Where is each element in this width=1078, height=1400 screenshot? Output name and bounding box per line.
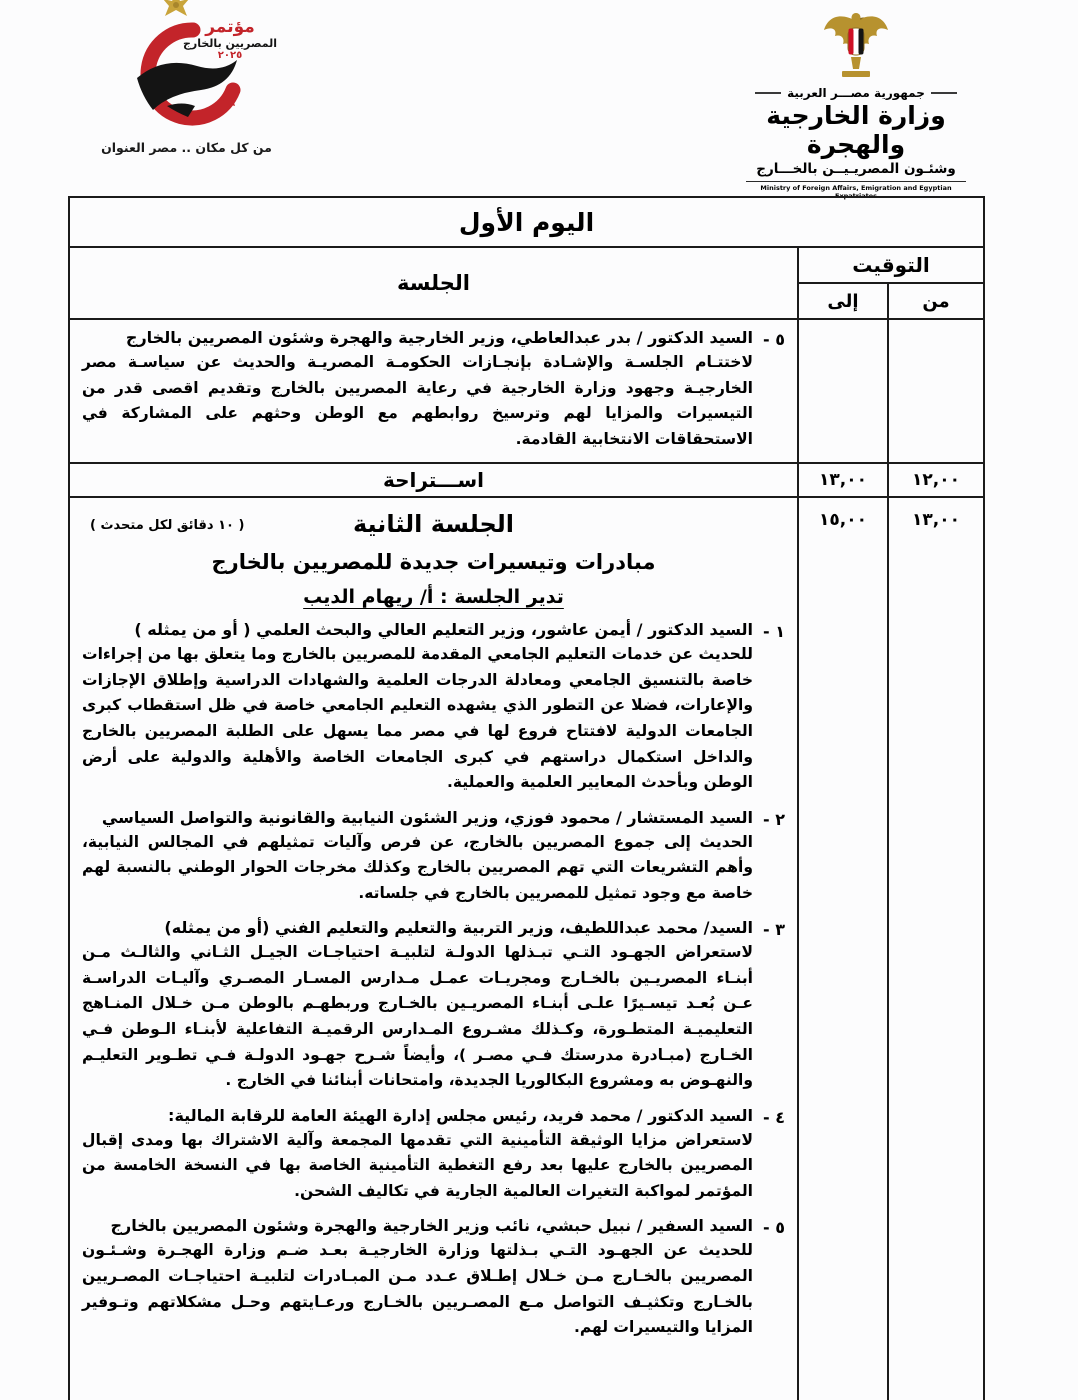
day-title: اليوم الأول — [69, 197, 984, 247]
session2-header — [82, 508, 785, 538]
speaker-body: للحديث عن خدمات التعليم الجامعي المقدمة للمصريين بالخارج وما يتعلق بها من إجراءات خاصة بالتنسيق الجامعي ومعادلة الدرجات العلمية والشهادات الدراسية وإطلاق الإجازات والإعارات، فضلا عن التطور الذي يشهده التعليم الجامعي خاصة في ظل استقطاب كبرى الجامعات الدولية لافتتاح فروع لها في مصر مما يسهل على الطلبة المصريين بالخارج والداخل استكمال دراستهم في كبرى الجامعات الخاصة والأهلية والدولية على أرض الوطن وبأحدث المعايير العلمية والعملية. — [82, 645, 753, 792]
closing-item-body: لاختتـام الجلسـة والإشـادة بإنجـازات الحكومـة المصريـة والحديث عن سياسـة مصر الخارجيـة وجهود وزارة الخارجية في رعاية المصريين بالخارج وتقديم اقصى قدر من التيسيرات والمزايا لهم وترسيخ روابطهم مع الوطن وحثهم على المشاركة في الاستحقاقات الانتخابية القادمة. — [82, 353, 753, 448]
header-row-top — [69, 247, 984, 283]
conference-tagline: من كل مكان .. مصر العنوان — [101, 140, 272, 155]
speaker-number: ٤ - — [763, 1107, 785, 1127]
speaker-title: السيد/ محمد عبداللطيف، وزير التربية والتعليم والتعليم الفني (أو من يمثله) — [164, 918, 753, 938]
speaker-body: للحديث عن الجهـود التـي بـذلتها وزارة الخارجيـة بعـد ضـم وزارة الهجـرة وشـئـون المصريين بالخـارج مـن خـلال إطـلاق عـدد مـن المبـادرات لتلبيـة احتياجـات المصـريين بالخـارج وتكثيـف التواصل مـع المصـريين بالخـارج ورعـايتهم وحـل مشكلاتهم وتـوفير المزايا والتيسيرات لهم. — [82, 1241, 753, 1337]
speaker-body: لاستعراض مزايا الوثيقة التأمينية التي تقدمها المجمعة وآلية الاشتراك بها ومدى إقبال المصريين بالخارج عليها بعد رفع التغطية التأمينية الخاصة بها في النسخة الخامسة من المؤتمر لمواكبة التغيرات العالمية الجارية في تكاليف الشحن. — [82, 1130, 753, 1200]
session2-subtitle: مبادرات وتيسيرات جديدة للمصريين بالخارج — [211, 550, 656, 575]
speaker-title: السيد الدكتور / أيمن عاشور، وزير التعليم العالي والبحث العلمي ( أو من يمثله ) — [134, 620, 753, 640]
conference-name-block — [183, 18, 277, 62]
ministry-name-english: Ministry of Foreign Affairs, Emigration and Egyptian Expatriates — [746, 181, 966, 200]
conference-name-line1: مؤتمر — [205, 17, 255, 37]
closing-to-time — [798, 319, 888, 463]
closing-item-speaker-title: السيد الدكتور / بدر عبدالعاطي، وزير الخارجية والهجرة وشئون المصريين بالخارج — [125, 328, 753, 347]
schedule-table — [68, 196, 985, 1400]
speaker-item-5 — [82, 1216, 785, 1340]
ministry-name-sub: وشئـون المصريـيــن بالخـــارج — [756, 161, 956, 177]
session2-moderator: تدير الجلسة : أ/ ريهام الديب — [303, 586, 564, 609]
timing-column-header: التوقيت — [798, 247, 984, 283]
to-column-header: إلى — [798, 283, 888, 319]
speaker-item-1 — [82, 620, 785, 795]
break-row — [69, 463, 984, 497]
speaker-item-3 — [82, 918, 785, 1093]
speaker-number: ٣ - — [763, 920, 785, 940]
closing-item-row — [69, 319, 984, 463]
break-label: اســـتراحة — [69, 463, 798, 497]
session2-from-time: ١٣,٠٠ — [888, 497, 984, 1400]
session-column-header: الجلسة — [69, 247, 798, 319]
speaker-body: الحديث إلى جموع المصريين بالخارج، عن فرص وآليات تمثيلهم في المجالس النيابية، وأهم التشريعات التي تهم المصريين بالخارج وكذلك مخرجات الحوار الوطني بالنسبة لهم خاصة مع وجود تمثيل للمصريين بالخارج في جلساته. — [82, 832, 753, 902]
conference-year: ٢٠٢٥ — [217, 50, 243, 62]
day-title-row — [69, 197, 984, 247]
session2-title: الجلسة الثانية — [352, 510, 515, 539]
session2-note: ( ١٠ دقائق لكل متحدث ) — [90, 518, 245, 534]
ministry-name-calligraphy: وزارة الخارجية والهجرة — [766, 101, 946, 159]
closing-item-cell — [69, 319, 798, 463]
ministry-emblem-block — [746, 8, 966, 200]
speaker-title: السيد المستشار / محمود فوزي، وزير الشئون النيابية والقانونية والتواصل السياسي — [101, 807, 753, 827]
conference-logo — [94, 14, 279, 155]
break-to-time: ١٣,٠٠ — [798, 463, 888, 497]
session2-to-time: ١٥,٠٠ — [798, 497, 888, 1400]
from-column-header: من — [888, 283, 984, 319]
speaker-title: السيد السفير / نبيل حبشي، نائب وزير الخارجية والهجرة وشئون المصريين بالخارج — [110, 1216, 753, 1236]
session2-row — [69, 497, 984, 1400]
closing-item — [82, 328, 785, 452]
speaker-item-4 — [82, 1106, 785, 1205]
speaker-body: لاستعراض الجهـود التـي تبـذلها الدولـة لتلبيـة احتياجـات الجيـل الثـاني والثالـث مـن أبنـاء المصريـين بالخـارج ومجريـات عمـل مـدارس المسـار المصـري وآليـات الدراسـة عـن بُعـد تيسـيرًا علـى أبنـاء المصريـين بالخـارج وربطهـم بالوطن مـن خـلال المنـاهج التعليميـة المتطـورة، وكـذلك مشـروع المـدارس الرقميـة التفاعلية لأبنـاء الـوطن فـي الخـارج (مبـادرة مدرستك فـي مصـر )، وأيضاً شـرح جهـود الدولـة فـي تطـوير التعليـم والنهـوض به ومشروع البكالوريا الجديدة، وامتحانات أبنائنا في الخارج . — [82, 943, 753, 1090]
session2-cell — [69, 497, 798, 1400]
speaker-number: ٥ - — [763, 1218, 785, 1238]
country-name: جمهورية مصـــر العربية — [746, 86, 966, 100]
conference-name-line2: المصريين بالخارج — [182, 36, 277, 50]
eagle-emblem-icon — [820, 8, 892, 84]
speaker-title: السيد الدكتور / محمد فريد، رئيس مجلس إدارة الهيئة العامة للرقابة المالية: — [168, 1105, 753, 1125]
speaker-number: ٢ - — [763, 809, 785, 829]
closing-from-time — [888, 319, 984, 463]
speaker-item-2 — [82, 808, 785, 907]
break-from-time: ١٢,٠٠ — [888, 463, 984, 497]
speaker-number: ١ - — [763, 622, 785, 642]
closing-item-number: ٥ - — [763, 330, 785, 349]
